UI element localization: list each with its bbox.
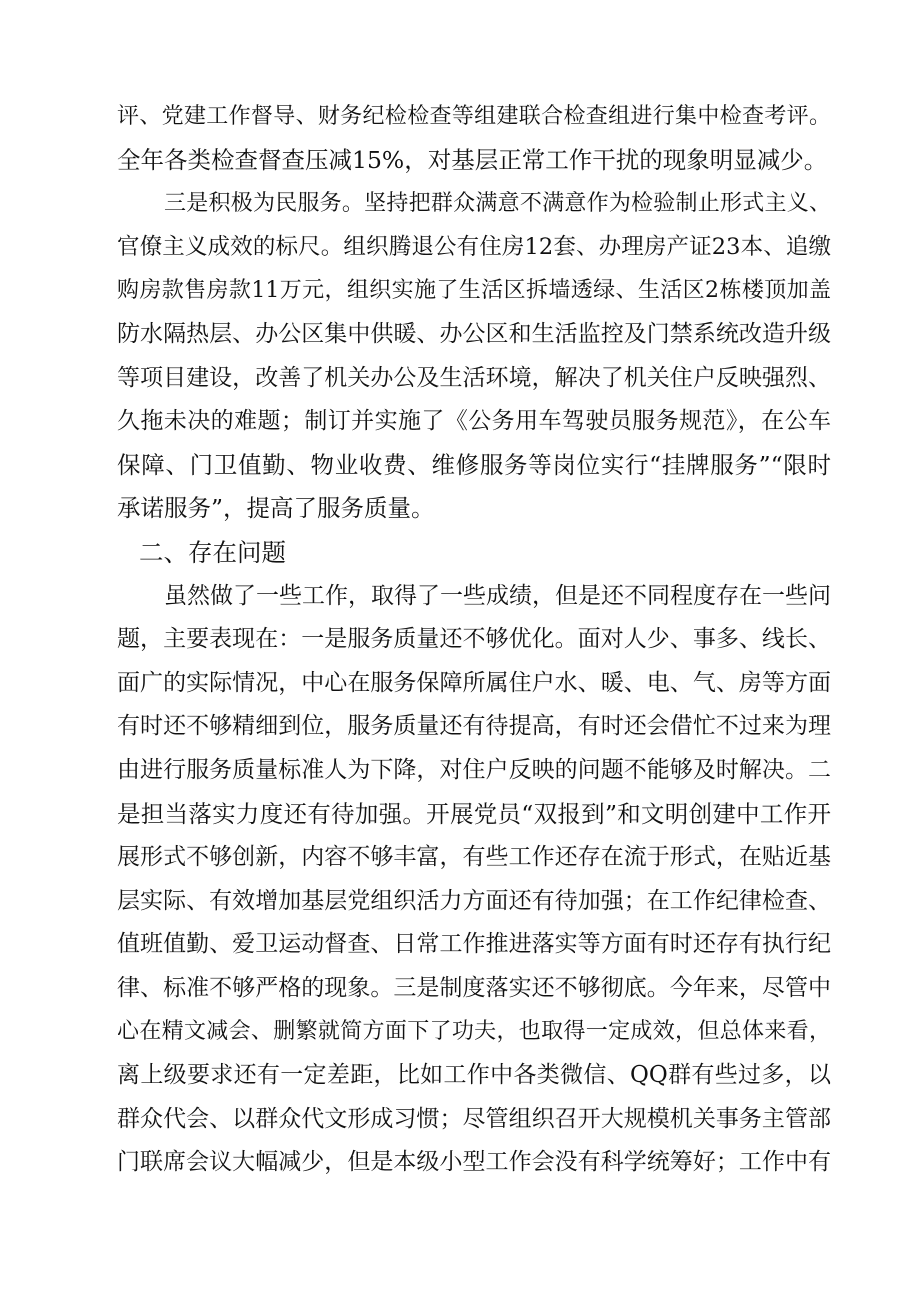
- text-line: 面广的实际情况，中心在服务保障所属住户水、暖、电、气、房等方面: [117, 669, 831, 696]
- paragraph: [117, 575, 831, 1185]
- paragraph: [117, 182, 831, 531]
- text-line: 值班值勤、爱卫运动督查、日常工作推进落实等方面有时还存有执行纪: [117, 931, 831, 958]
- text-line: 门联席会议大幅减少，但是本级小型工作会没有科学统筹好；工作中有: [117, 1149, 831, 1176]
- text-line: 承诺服务”，提高了服务质量。: [117, 494, 435, 523]
- text-line: 层实际、有效增加基层党组织活力方面还有待加强；在工作纪律检查、: [117, 887, 831, 914]
- text-line: 防水隔热层、办公区集中供暖、办公区和生活监控及门禁系统改造升级: [117, 320, 831, 347]
- section-heading: 二、存在问题: [139, 537, 286, 567]
- text-line: 购房款售房款11万元，组织实施了生活区拆墙透绿、生活区2栋楼顶加盖: [117, 278, 831, 304]
- text-line: 题，主要表现在：一是服务质量还不够优化。面对人少、事多、线长、: [117, 626, 831, 653]
- text-line: 保障、门卫值勤、物业收费、维修服务等岗位实行“挂牌服务”“限时: [117, 450, 831, 479]
- text-line: 久拖未决的难题；制订并实施了《公务用车驾驶员服务规范》，在公车: [117, 408, 831, 435]
- text-line: 群众代会、以群众代文形成习惯；尽管组织召开大规模机关事务主管部: [117, 1105, 831, 1132]
- text-line: 有时还不够精细到位，服务质量还有待提高，有时还会借忙不过来为理: [117, 713, 831, 740]
- text-line: 离上级要求还有一定差距，比如工作中各类微信、QQ群有些过多，以: [117, 1062, 831, 1089]
- paragraph: [117, 95, 831, 182]
- document-body: [117, 95, 831, 1185]
- text-line: 全年各类检查督查压减15%，对基层正常工作干扰的现象明显减少。: [117, 145, 828, 174]
- text-line: 展形式不够创新，内容不够丰富，有些工作还存在流于形式，在贴近基: [117, 844, 831, 871]
- text-line: 三是积极为民服务。坚持把群众满意不满意作为检验制止形式主义、: [164, 191, 831, 217]
- text-line: 评、党建工作督导、财务纪检检查等组建联合检查组进行集中检查考评。: [117, 104, 831, 129]
- text-line: 等项目建设，改善了机关办公及生活环境，解决了机关住户反映强烈、: [117, 364, 831, 391]
- text-line: 虽然做了一些工作，取得了一些成绩，但是还不同程度存在一些问: [164, 582, 831, 609]
- text-line: 律、标准不够严格的现象。三是制度落实还不够彻底。今年来，尽管中: [117, 974, 831, 1001]
- text-line: 官僚主义成效的标尺。组织腾退公有住房12套、办理房产证23本、追缴: [117, 233, 831, 260]
- text-line: 由进行服务质量标准人为下降，对住户反映的问题不能够及时解决。二: [117, 756, 831, 783]
- text-line: 心在精文减会、删繁就简方面下了功夫，也取得一定成效，但总体来看，: [117, 1019, 831, 1045]
- text-line: 是担当落实力度还有待加强。开展党员“双报到”和文明创建中工作开: [117, 799, 831, 828]
